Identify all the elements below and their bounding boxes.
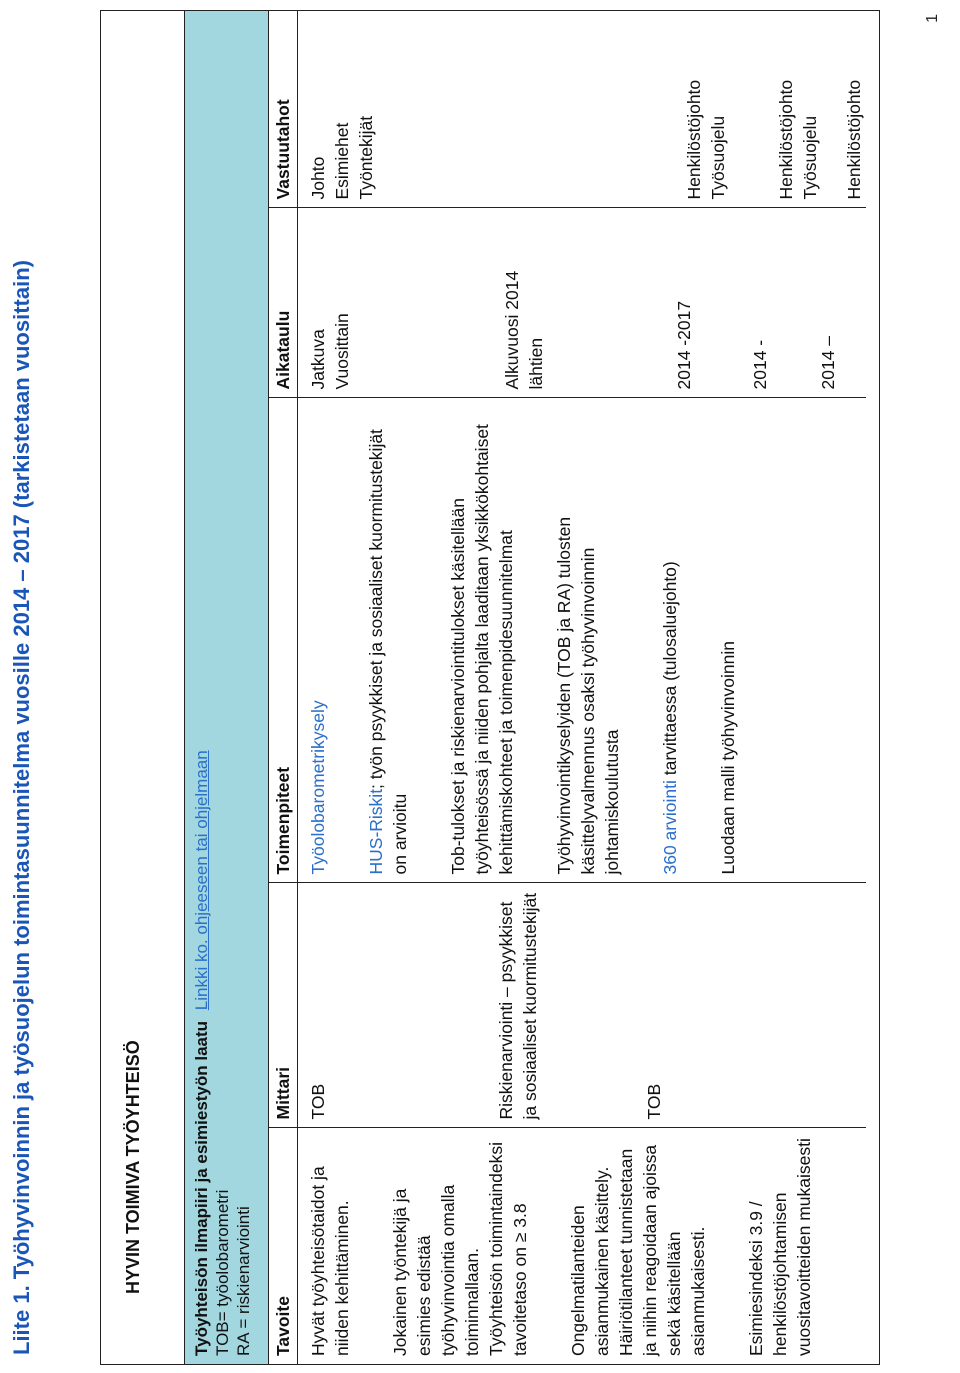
plan-table-frame	[100, 10, 880, 1365]
subsection-header	[185, 11, 269, 1364]
responsible-item: Työsuojelu	[800, 115, 820, 200]
goal-item: Ongelmatilanteiden asianmukainen käsittely. Häiriötilanteet tunnistetaan ja niihin reagoidaan ajoissa sekä käsitellään asianmukaisesti.	[568, 1144, 708, 1356]
action-item	[306, 407, 330, 875]
metric-item: TOB	[308, 1083, 328, 1120]
responsible-item: Henkilöstöjohto	[776, 79, 796, 200]
action-item: Luodaan malli työhyvinvoinnin	[718, 641, 738, 875]
responsible-item: Työsuojelu	[708, 115, 728, 200]
schedule-item: 2014 -2017	[674, 300, 694, 390]
action-item	[658, 407, 682, 875]
abbreviation-ra: RA = riskienarviointi	[234, 1206, 253, 1356]
actions-cell	[298, 398, 867, 883]
goal-item: Esimiesindeksi 3.9 / henkilöstöjohtamisen vuositavoitteiden mukaisesti	[746, 1138, 814, 1356]
responsible-item: Esimiehet	[332, 122, 352, 200]
action-highlight: 360 arviointi	[660, 780, 680, 875]
goal-cell	[298, 1128, 867, 1364]
table-row	[298, 11, 867, 1364]
col-header-metric: Mittari	[269, 883, 298, 1128]
schedule-item: 2014 -	[750, 339, 770, 390]
goal-item: Työyhteisön toimintaindeksi tavoitetaso on ≥ 3.8	[486, 1142, 530, 1356]
action-item: Työhyvinvointikyselyiden (TOB ja RA) tulosten käsittelyvalmennus osaksi työhyvinvoinnin johtamiskoulutusta	[554, 516, 622, 875]
responsible-cell	[298, 11, 867, 208]
metric-item: Riskienarviointi – psyykkiset ja sosiaaliset kuormitustekijät	[496, 892, 540, 1120]
schedule-item: 2014 –	[818, 335, 838, 390]
responsible-item: Johto	[308, 156, 328, 200]
col-header-actions: Toimenpiteet	[269, 398, 298, 883]
goal-item: Jokainen työntekijä ja esimies edistää työhyvinvointia omalla toiminnallaan.	[390, 1184, 482, 1356]
action-text: ; työn psyykkiset ja sosiaaliset kuormitustekijät on arvioitu	[366, 429, 410, 875]
subsection-heading: Työyhteisön ilmapiiri ja esimiestyön laatu	[192, 1020, 211, 1356]
schedule-cell	[298, 208, 867, 398]
metric-cell	[298, 883, 867, 1128]
col-header-goal: Tavoite	[269, 1128, 298, 1364]
action-highlight: Työolobarometrikysely	[308, 700, 328, 875]
schedule-item: Jatkuva	[308, 329, 328, 390]
page-title: Liite 1. Työhyvinvoinnin ja työsuojelun toimintasuunnitelma vuosille 2014 – 2017 (tarkistetaan vuosittain)	[9, 260, 34, 1355]
responsible-item: Henkilöstöjohto	[684, 79, 704, 200]
action-highlight: HUS-Riskit	[366, 788, 386, 875]
responsible-item: Työntekijät	[356, 115, 376, 200]
action-item: Tob-tulokset ja riskienarviointitulokset käsitellään työyhteisössä ja niiden pohjalta laaditaan yksikkökohtaiset kehittämiskohteet ja toimenpidesuunnitelmat	[448, 424, 516, 875]
section-header	[101, 11, 185, 1364]
goal-item: Hyvät työyhteisötaidot ja niiden kehittäminen.	[308, 1166, 352, 1356]
plan-table	[269, 11, 866, 1364]
page-number: 1	[924, 14, 941, 23]
abbreviation-tob: TOB= työolobarometri	[213, 1189, 232, 1356]
action-text: tarvittaessa (tulosaluejohto)	[660, 561, 680, 781]
responsible-item: Henkilöstöjohto	[844, 79, 864, 200]
schedule-item: Alkuvuosi 2014 lähtien	[502, 270, 546, 390]
metric-item: TOB	[644, 1083, 664, 1120]
schedule-item: Vuosittain	[332, 313, 352, 390]
table-header-row	[269, 11, 298, 1364]
section-title: HYVIN TOIMIVA TYÖYHTEISÖ	[123, 1040, 143, 1294]
instructions-link[interactable]: Linkki ko. ohjeeseen tai ohjelmaan	[192, 750, 211, 1011]
col-header-responsible: Vastuutahot	[269, 11, 298, 208]
col-header-schedule: Aikataulu	[269, 208, 298, 398]
action-item	[364, 407, 412, 875]
